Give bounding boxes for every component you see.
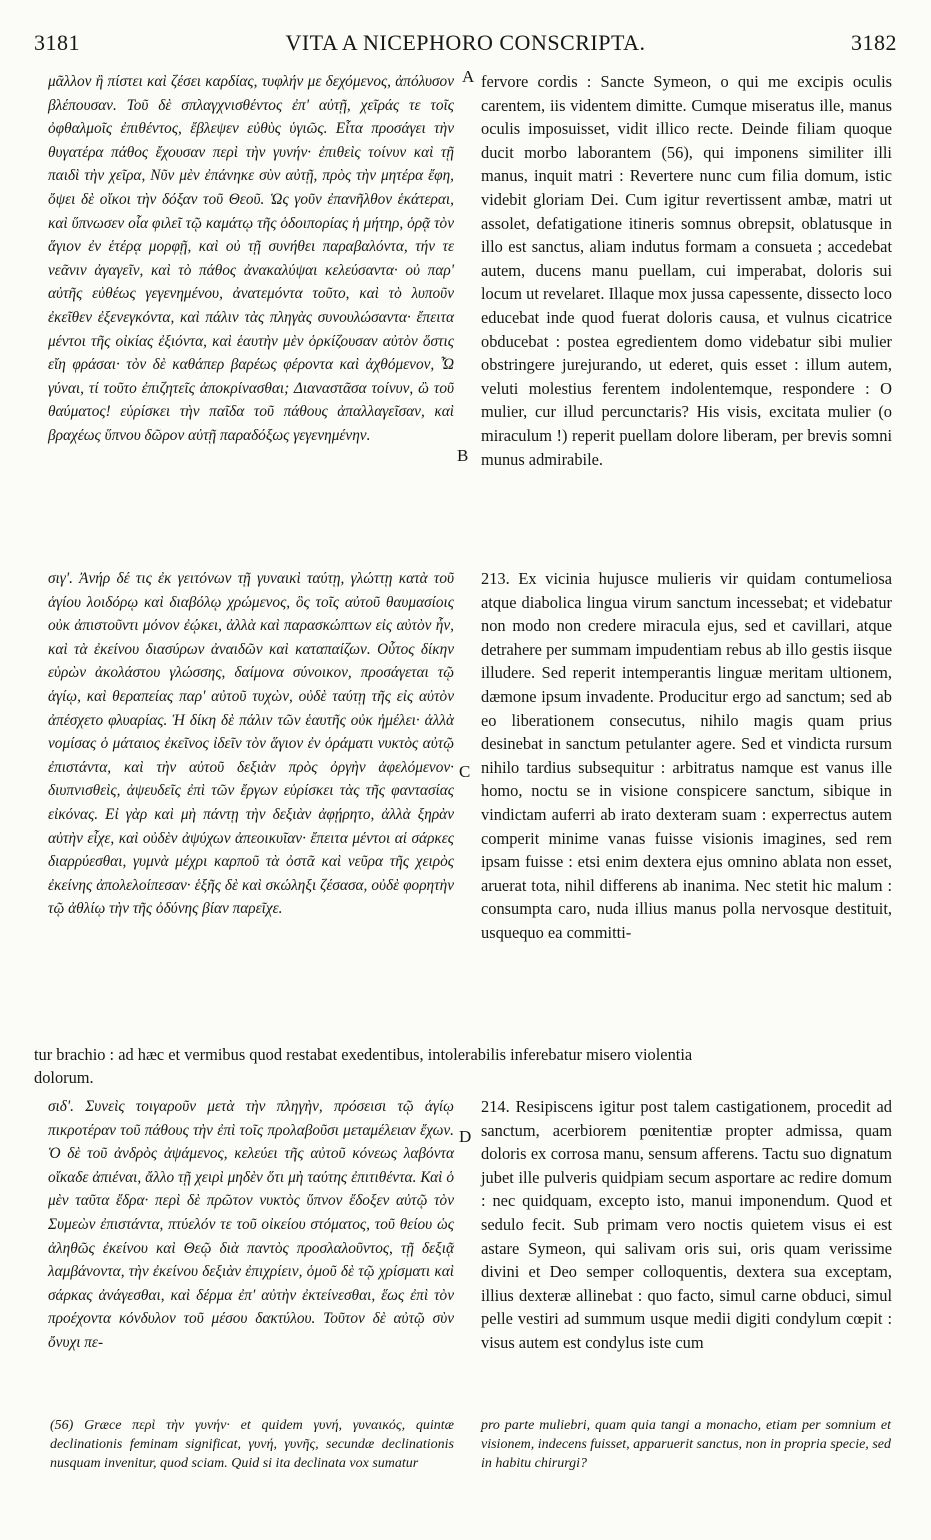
latin-column-block-1	[481, 70, 892, 542]
running-header	[34, 30, 897, 64]
latin-column-block-3	[481, 1095, 892, 1385]
greek-paragraph-214: σιδ'. Συνεὶς τοιγαροῦν μετὰ τὴν πληγὴν, πρόσεισι τῷ ἁγίῳ πικροτέραν τοῦ πάθους τὴν ἐπὶ τοῖς προλαβοῦσι μεταμέλειαν ἔχων. Ὁ δὲ τοῦ ἀνδρὸς ἀψάμενος, κελεύει τῆς αὐτοῦ κόνεως λαβόντα οἴκαδε ἀπιέναι, ἄλλο τῇ χειρὶ μηδὲν ὅτι μὴ ταύτης ἐπιτιθέντα. Καὶ ὁ μὲν ταῦτα ἔδρα· περὶ δὲ πρῶτον νυκτὸς ὕπνον ἔδοξεν αὐτῷ τὸν Συμεὼν ἐπιστάντα, πτύελόν τε τοῦ οἰκείου στόματος, τοῦ θείου ὡς ἀληθῶς ἐκείνου καὶ Θεῷ διὰ παντὸς προσλαλοῦντος, τῇ δεξιᾷ λαμβάνοντα, τὴν ἐκείνου δεξιὰν ἐπιχρίειν, ὁμοῦ δὲ τῷ χρίσματι καὶ σάρκας ἀνάγεσθαι, καὶ δέρμα ἐπ' αὐτὴν ἐκτείνεσθαι, ἕως ἐπὶ τὸν προέχοντα κόνδυλον τοῦ μέσου δακτύλου. Τοῦτον δὲ αὐτῷ σὺν ὄνυχι πε-	[48, 1098, 454, 1351]
latin-paragraph-1: fervore cordis : Sancte Symeon, o qui me excipis oculis carentem, iis videntem dimitte. Cumque miseratus ille, manus oculis imposuisset, vidit illico recte. Deinde filiam quoque ducit morbo laborantem (56), qui imponens similiter illi manus, inquit matri : Revertere nunc cum filia domum, istic videbit gloriam Dei. Cum igitur revertissent ambæ, matri ut assolet, defatigatione itineris somnus obrepsit, oblatusque in illo est sanctus, aliam indutus formam a consueta ; accedebat autem, ducens manu puellam, cui imperabat, doloris sui locum ut revelaret. Illaque mox jussa capessente, dissecto loco educebat inde quod fuerat doloris causa, et vulnus cicatrice obducebat : postea egredientem domo videbatur sibi mulier obstringere jurejurando, ut ederet, quis esset : illum autem, veluti molestius ferentem indolentemque, respondere : O mulier, cur illud percunctaris? His visis, excitata mulier (o miraculum !) reperit puellam dolore liberam, per brevis somni munus admirabile.	[481, 72, 892, 469]
greek-column-block-3	[48, 1095, 454, 1385]
section-marker-a: A	[462, 67, 475, 86]
greek-paragraph-213: σιγ'. Ἀνήρ δέ τις ἐκ γειτόνων τῇ γυναικὶ ταύτῃ, γλώττῃ κατὰ τοῦ ἁγίου λοιδόρῳ καὶ διαβόλῳ χρώμενος, ὃς τοῖς αὐτοῦ θαυμασίοις οὐκ ἀπιστοῦντι μόνον ἐῴκει, ἀλλὰ καὶ παρασκώπτων εἰς αὐτὸν ἦν, καὶ τὰ ἐκείνου διασύρων ἀναιδῶν καὶ καταπαίζων. Οὗτος δίκην εὑρὼν ἀκολάστου γλώσσης, δαίμονα σύνοικον, προσάγεται τῷ ἁγίῳ, καὶ θεραπείας παρ' αὐτοῦ τυχὼν, οὐδὲ ταύτῃ τῆς εἰς αὐτὸν ἀπέσχετο φλυαρίας. Ἡ δίκη δὲ πάλιν τῶν ἑαυτῆς οὐκ ἠμέλει· ἀλλὰ νομίσας ὁ μάταιος ἐκεῖνος ἰδεῖν τὸν ἅγιον ἐν ὁράματι νυκτὸς αὐτῷ ἐπιστάντα, καὶ τὴν αὐτοῦ δεξιὰν πρὸς ὀργὴν ἀφελόμενον· διυπνισθεὶς, ἀψευδεῖς ἐπὶ τῶν ἔργων εὑρίσκει τὰς τῆς φαντασίας εἰκόνας. Εἰ γὰρ καὶ μὴ πάντῃ τὴν δεξιὰν ἀφῄρητο, ἀλλὰ ξηρὰν αὐτὴν εἶχε, καὶ οὐδὲν ἀψύχων ἀπεοικυῖαν· ἔπειτα μέντοι αἱ σάρκες διαρρύεσθαι, γυμνὰ μέχρι καρποῦ τὰ ὀστᾶ καὶ νεῦρα τῆς χειρὸς ἐκείνης ἀπολελοίπεσαν· ἑξῆς δὲ καὶ σκώληξι ζέσασα, οὐδὲ φορητὴν τῷ ἀθλίῳ τὴν τῆς ὀδύνης βίαν παρεῖχε.	[48, 570, 454, 918]
spanning-line-1: tur brachio : ad hæc et vermibus quod restabat exedentibus, intolerabilis inferebatur misero violentia	[34, 1045, 693, 1064]
greek-column-block-1	[48, 70, 454, 565]
footnote-left: (56) Græce περὶ τὴν γυνήν· et quidem γυνή, γυναικός, quintæ declinationis feminam significat, γυνή, γυνῆς, secundæ declinationis nusquam invenitur, quod sciam. Quid si ita declinata vox sumatur	[50, 1418, 454, 1471]
running-title: VITA A NICEPHORO CONSCRIPTA.	[285, 30, 646, 55]
greek-column-block-2	[48, 567, 454, 1039]
section-marker-b: B	[457, 446, 469, 465]
latin-paragraph-213: 213. Ex vicinia hujusce mulieris vir quidam contumeliosa atque diabolica lingua virum sanctum incessebat; et videbatur non modo non credere miracula ejus, sed et cavillari, atque detrahere per summam impudentiam rebus ab illo gestis iisque illudere. Sed reperit intemperantis linguæ meritam ultionem, dæmone ipsum invadente. Producitur ergo ad sanctum; sed ab eo liberationem consecutus, nihilo magis quam prius desinebat in sanctum petulanter agere. Sed et vindicta rursum nihilo tardius subsequitur : arbitratus namque est vanus ille homo, noctu se in visione conspicere sanctum, sibique in vindictam auferri ab irato dexteram suam : experrectus autem comperit minime vanas fuisse visionis imagines, sed rem ipsam fuisse : etsi enim dextera ejus omnino ablata non esset, aruerat tota, nihil differens ab inanima. Nec stetit hic malum : consumpta caro, nuda illius manus polla nervosque destituit, usquequo ea committi-	[481, 569, 892, 942]
footnote-right: pro parte muliebri, quam quia tangi a monacho, etiam per somnium et visionem, indecens fuisset, apparuerit sanctus, non in propria specie, sed in habitu chirurgi?	[481, 1418, 891, 1471]
page-number-right: 3182	[851, 30, 897, 55]
latin-paragraph-214: 214. Resipiscens igitur post talem castigationem, procedit ad sanctum, acerbiorem pœnitentiæ propter admissa, quam doloris ex corrosa manu, sensum afferens. Tactu suo dignatum jubet ille pulveris quidpiam secum asportare ac redire domum : nec quidquam, excepto isto, manui imponendum. Quod et sedulo fecit. Sub primam vero noctis quietem visus ei est astare Symeon, qui salivam oris sui, oris quam verissime divini et Deo semper colloquentis, dextera sua exceptam, illius dexteræ allinebat : quo facto, simul carne obduci, simul pelle vestiri ad summum usque medii digiti condylum cœpit : visus autem est condylus iste cum	[481, 1097, 892, 1352]
section-marker-c: C	[459, 762, 471, 781]
greek-paragraph-1: μᾶλλον ἢ πίστει καὶ ζέσει καρδίας, τυφλήν με δεχόμενος, ἀπόλυσον βλέπουσαν. Τοῦ δὲ σπλαγχνισθέντος ἐπ' αὐτῇ, χεῖράς τε τοῖς ὀφθαλμοῖς ἐπιθέντος, ἔβλεψεν εὐθὺς ὑγιῶς. Εἶτα προσάγει τὴν θυγατέρα πάθος ἔχουσαν περὶ τὴν γυνήν· ἐπιθεὶς τοίνυν καὶ τῇ παιδὶ τὴν χεῖρα, Νῦν μὲν ἐπάνηκε σὺν αὐτῇ, πρὸς τὴν μητέρα ἔφη, ὄψει δὲ οἴκοι τὴν δόξαν τοῦ Θεοῦ. Ὡς γοῦν ἐπανῆλθον ἑκάτεραι, καὶ ὕπνωσεν οἷα φιλεῖ τῷ καμάτῳ τῆς ὁδοιπορίας ἡ μήτηρ, ὁρᾷ τὸν ἅγιον ἐν ἑτέρᾳ μορφῇ, καὶ οὐ τῇ συνήθει παραβαλόντα, τήν τε νεᾶνιν ἀγαγεῖν, καὶ τὸ πάθος ἀνακαλύψαι κελεύσαντα· οὐ παρ' αὐτῆς εὐθέως γεγενημένου, ἀνατεμόντα τοῦτο, καὶ τὸ λυποῦν ἐκεῖθεν ἐξενεγκόντα, καὶ πάλιν τὰς πληγὰς συνουλώσαντα· ἔπειτα μέντοι τῆς οἰκίας ἐξιόντα, καὶ ἑαυτὴν μὲν ὁρκίζουσαν αὐτὸν ὅστις εἴη φράσαι· τὸν δὲ καθάπερ βαρέως φέροντα καὶ ἀχθόμενον, Ὦ γύναι, τί τοῦτο ἐπιζητεῖς ἀποκρίνασθαι; Διαναστᾶσα τοίνυν, ὢ τοῦ θαύματος! εὑρίσκει τὴν παῖδα τοῦ πάθους ἀπαλλαγεῖσαν, καὶ βραχέως ὕπνου δῶρον αὐτῇ παραδόξως γεγενημένην.	[48, 73, 454, 444]
page-number-left: 3181	[34, 30, 80, 55]
section-marker-d: D	[459, 1127, 472, 1146]
spanning-line-2: dolorum.	[34, 1068, 94, 1087]
latin-column-block-2	[481, 567, 892, 1039]
